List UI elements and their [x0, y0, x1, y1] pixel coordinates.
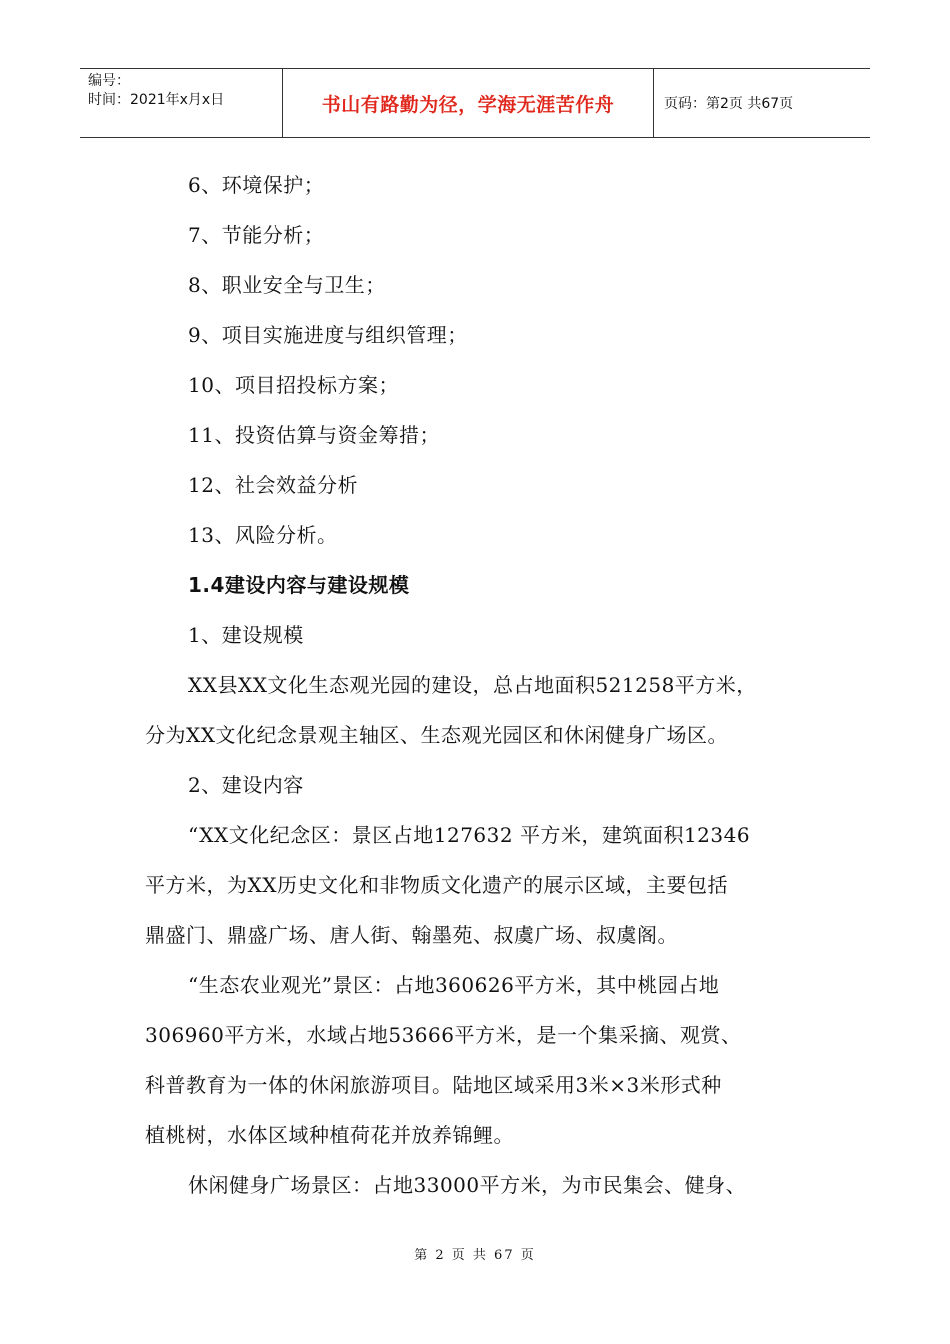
list-item-13: 13、风险分析。 — [188, 523, 338, 547]
paragraph-line: 分为XX文化纪念景观主轴区、生态观光园区和休闲健身广场区。 — [145, 723, 728, 747]
paragraph-line: XX县XX文化生态观光园的建设，总占地面积521258平方米， — [188, 673, 757, 697]
document-number-label: 编号： — [88, 73, 130, 89]
list-item-8: 8、职业安全与卫生； — [188, 273, 386, 297]
paragraph-line: 平方米，为XX历史文化和非物质文化遗产的展示区域，主要包括 — [145, 873, 728, 897]
list-item-12: 12、社会效益分析 — [188, 473, 358, 497]
subheading-scale: 1、建设规模 — [188, 623, 304, 647]
document-date-label: 时间：2021年x月x日 — [88, 92, 225, 108]
document-body — [145, 160, 805, 1210]
paragraph-line: 休闲健身广场景区：占地33000平方米，为市民集会、健身、 — [188, 1173, 747, 1197]
list-item-6: 6、环境保护； — [188, 173, 325, 197]
subheading-content: 2、建设内容 — [188, 773, 304, 797]
list-item-9: 9、项目实施进度与组织管理； — [188, 323, 468, 347]
header-page-info: 页码：第2页 共67页 — [664, 96, 794, 112]
header-meta-cell — [80, 69, 283, 137]
paragraph-line: 鼎盛门、鼎盛广场、唐人街、翰墨苑、叔虞广场、叔虞阁。 — [145, 923, 678, 947]
paragraph-line: 科普教育为一体的休闲旅游项目。陆地区域采用3米×3米形式种 — [145, 1073, 722, 1097]
paragraph-line: 植桃树，水体区域种植荷花并放养锦鲤。 — [145, 1123, 514, 1147]
section-heading: 1.4建设内容与建设规模 — [188, 573, 410, 597]
page-header — [80, 68, 870, 138]
list-item-10: 10、项目招投标方案； — [188, 373, 399, 397]
list-item-7: 7、节能分析； — [188, 223, 325, 247]
page-footer: 第 2 页 共 67 页 — [414, 1248, 536, 1263]
list-item-11: 11、投资估算与资金筹措； — [188, 423, 440, 447]
paragraph-line: 306960平方米，水域占地53666平方米，是一个集采摘、观赏、 — [145, 1023, 742, 1047]
paragraph-line: “生态农业观光”景区：占地360626平方米，其中桃园占地 — [188, 973, 720, 997]
header-motto: 书山有路勤为径，学海无涯苦作舟 — [283, 69, 654, 137]
paragraph-line: “XX文化纪念区：景区占地127632 平方米，建筑面积12346 — [188, 823, 751, 847]
